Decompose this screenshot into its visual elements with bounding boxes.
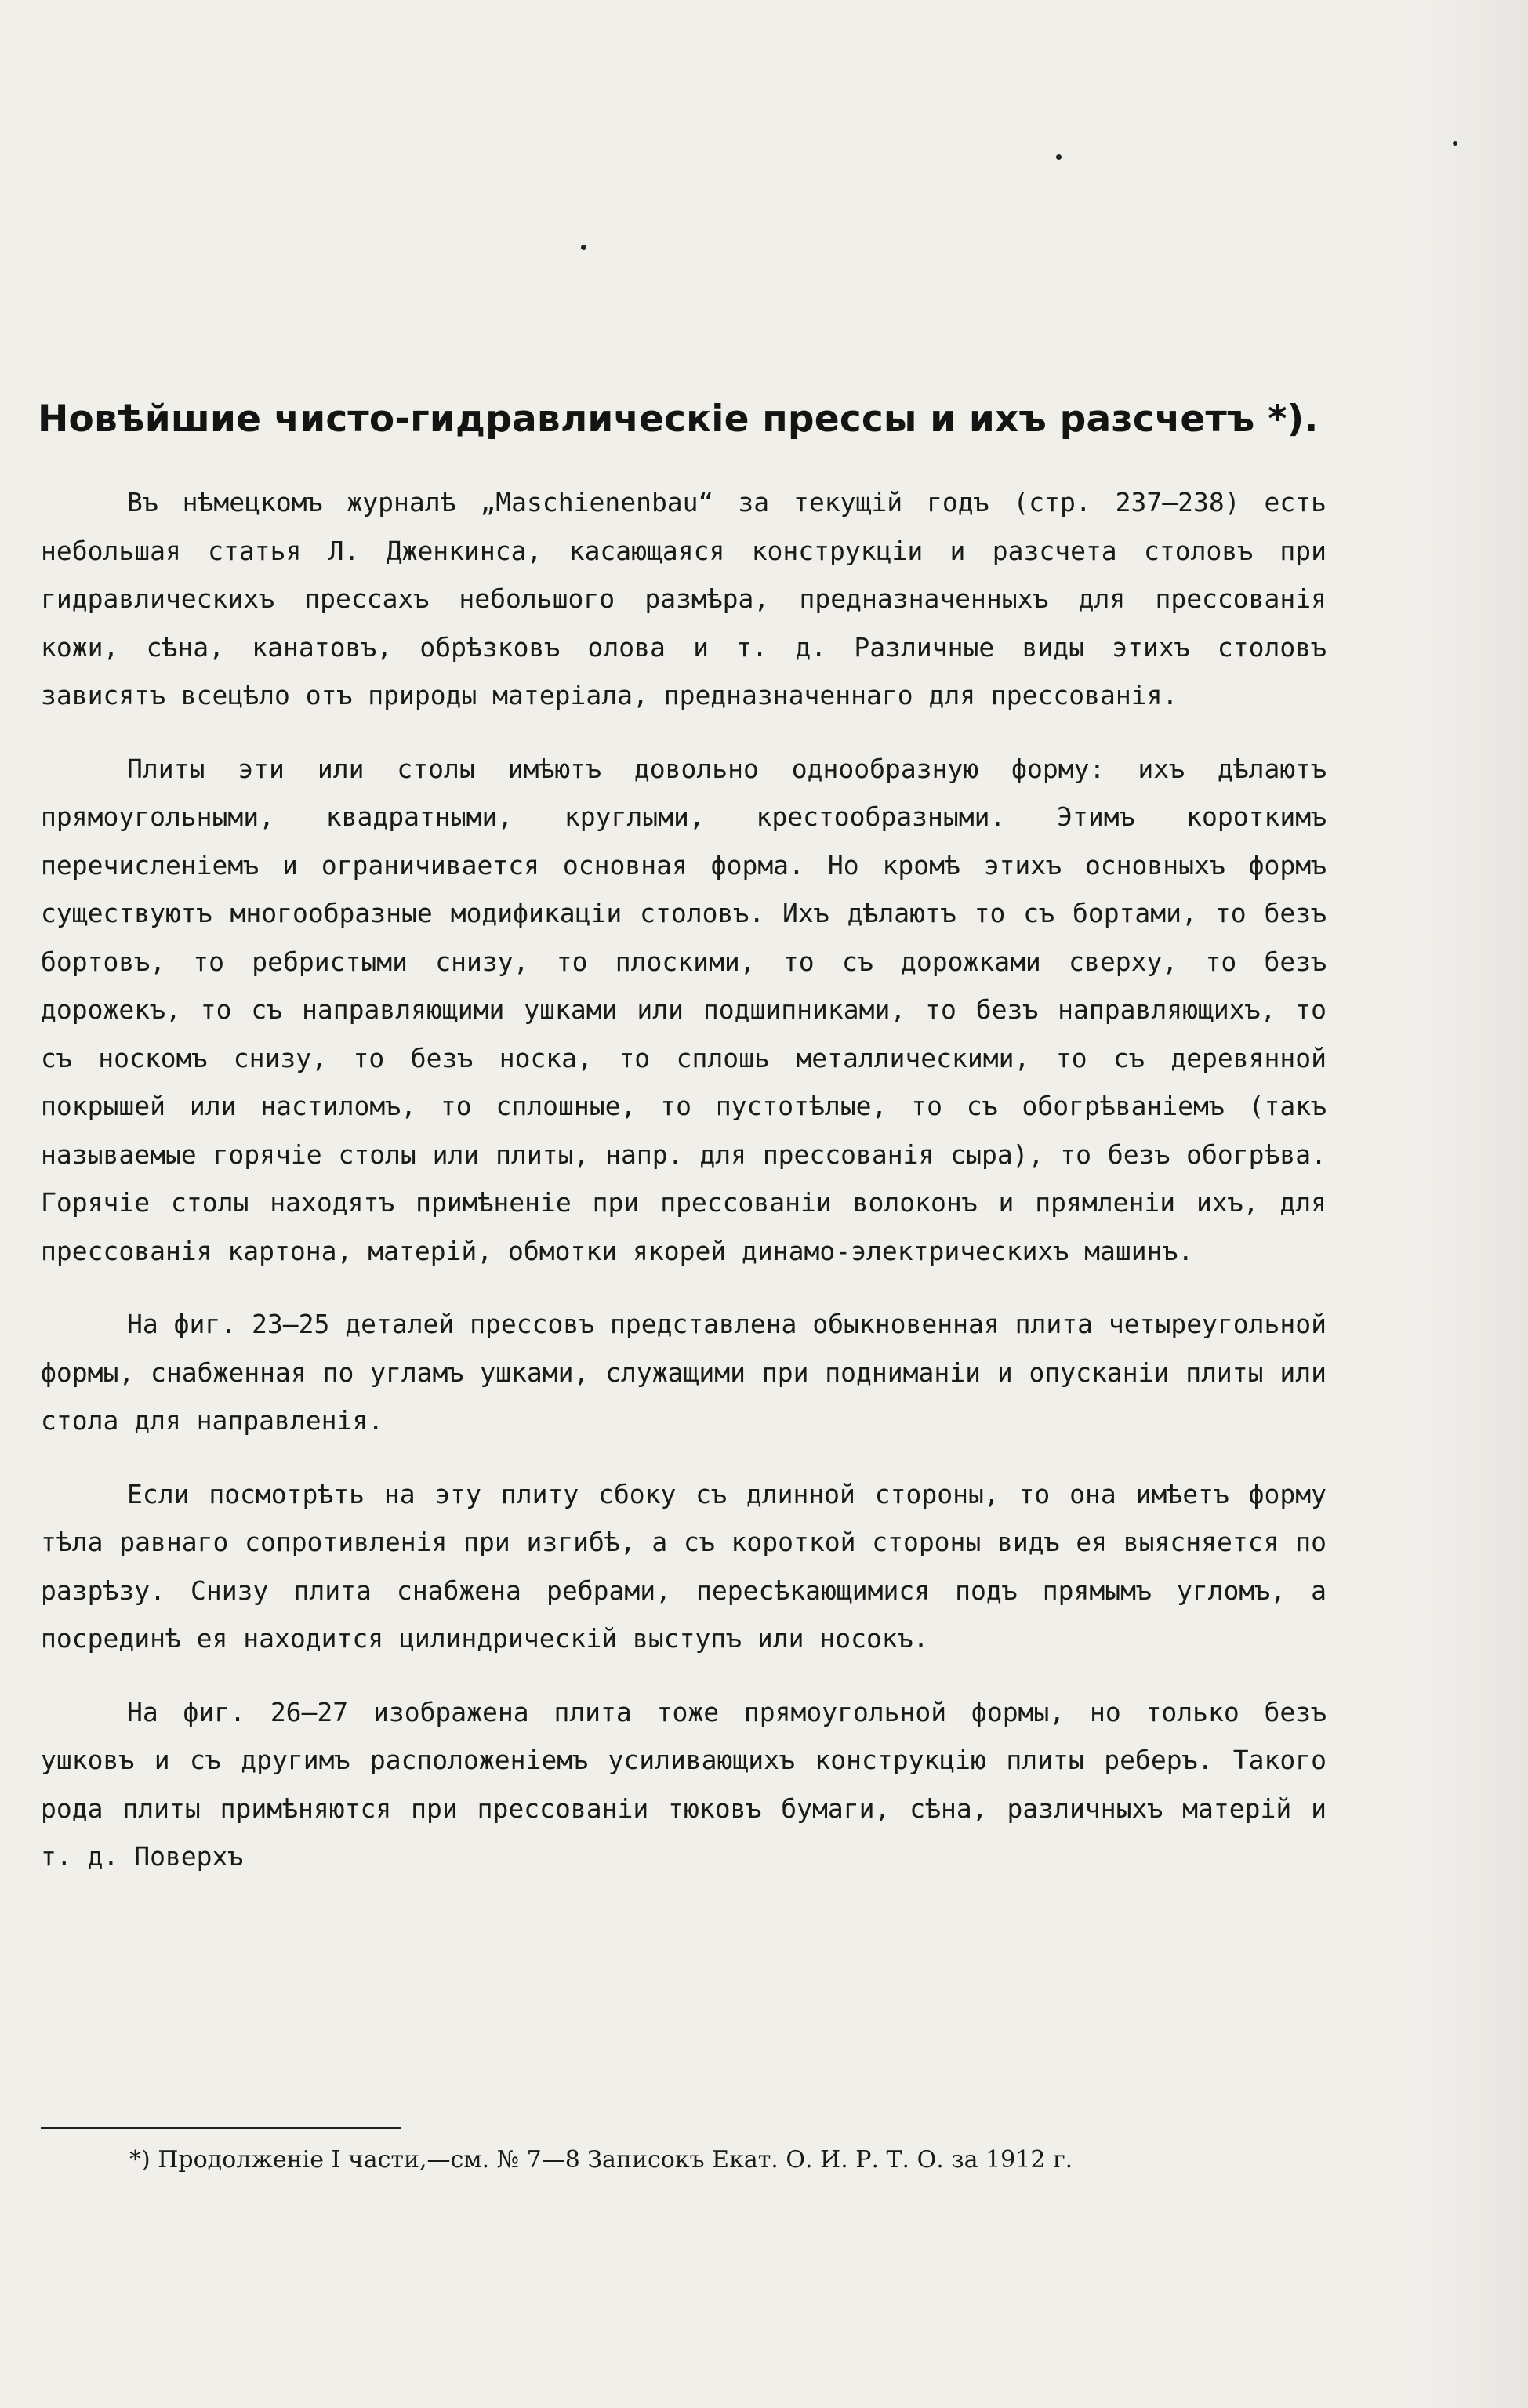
page-edge-shadow (1411, 0, 1528, 2408)
footnote: *) Продолженіе I части,—см. № 7—8 Записокъ Екат. О. И. Р. Т. О. за 1912 г. (129, 2146, 1073, 2174)
paragraph: Плиты эти или столы имѣютъ довольно однообразную форму: ихъ дѣлаютъ прямоугольными, квадратными, круглыми, крестообразными. Этимъ короткимъ перечисленіемъ и ограничивается основная форма. Но кромѣ этихъ основныхъ формъ существуютъ многообразные модификаціи столовъ. Ихъ дѣлаютъ то съ бортами, то безъ бортовъ, то ребристыми снизу, то плоскими, то съ дорожками сверху, то безъ дорожекъ, то съ направляющими ушками или подшипниками, то безъ направляющихъ, то съ носкомъ снизу, то безъ носка, то сплошь металлическими, то съ деревянной покрышей или настиломъ, то сплошные, то пустотѣлые, то съ обогрѣваніемъ (такъ называемые горячіе столы или плиты, напр. для прессованія сыра), то безъ обогрѣва. Горячіе столы находятъ примѣненіе при прессованіи волоконъ и прямленіи ихъ, для прессованія картона, матерій, обмотки якорей динамо-электрическихъ машинъ. (41, 753, 1327, 1266)
paragraph: На фиг. 26—27 изображена плита тоже прямоугольной формы, но только безъ ушковъ и съ другимъ расположеніемъ усиливающихъ конструкцію плиты реберъ. Такого рода плиты примѣняются при прессованіи тюковъ бумаги, сѣна, различныхъ матерій и т. д. Поверхъ (41, 1696, 1327, 1872)
paragraph: На фиг. 23—25 деталей прессовъ представлена обыкновенная плита четыреугольной формы, снабженная по угламъ ушками, служащими при подниманіи и опусканіи плиты или стола для направленія. (41, 1309, 1327, 1436)
paragraph: Если посмотрѣть на эту плиту сбоку съ длинной стороны, то она имѣетъ форму тѣла равнаго сопротивленія при изгибѣ, а съ короткой стороны видъ ея выясняется по разрѣзу. Снизу плита снабжена ребрами, пересѣкающимися подъ прямымъ угломъ, а посрединѣ ея находится цилиндрическій выступъ или носокъ. (41, 1478, 1327, 1654)
ink-speck (1453, 141, 1457, 146)
paragraph: Въ нѣмецкомъ журналѣ „Maschienenbau“ за текущій годъ (стр. 237—238) есть небольшая статья Л. Дженкинса, касающаяся конструкціи и разсчета столовъ при гидравлическихъ прессахъ небольшого размѣра, предназначенныхъ для прессованія кожи, сѣна, канатовъ, обрѣзковъ олова и т. д. Различные виды этихъ столовъ зависятъ всецѣло отъ природы матеріала, предназначеннаго для прессованія. (41, 487, 1327, 710)
ink-speck (1056, 154, 1062, 160)
article-title: Новѣйшие чисто-гидравлическіе прессы и ихъ разсчетъ *). (38, 398, 1319, 441)
article-body (41, 478, 1327, 1906)
footnote-divider (41, 2127, 401, 2129)
ink-speck (581, 245, 586, 250)
